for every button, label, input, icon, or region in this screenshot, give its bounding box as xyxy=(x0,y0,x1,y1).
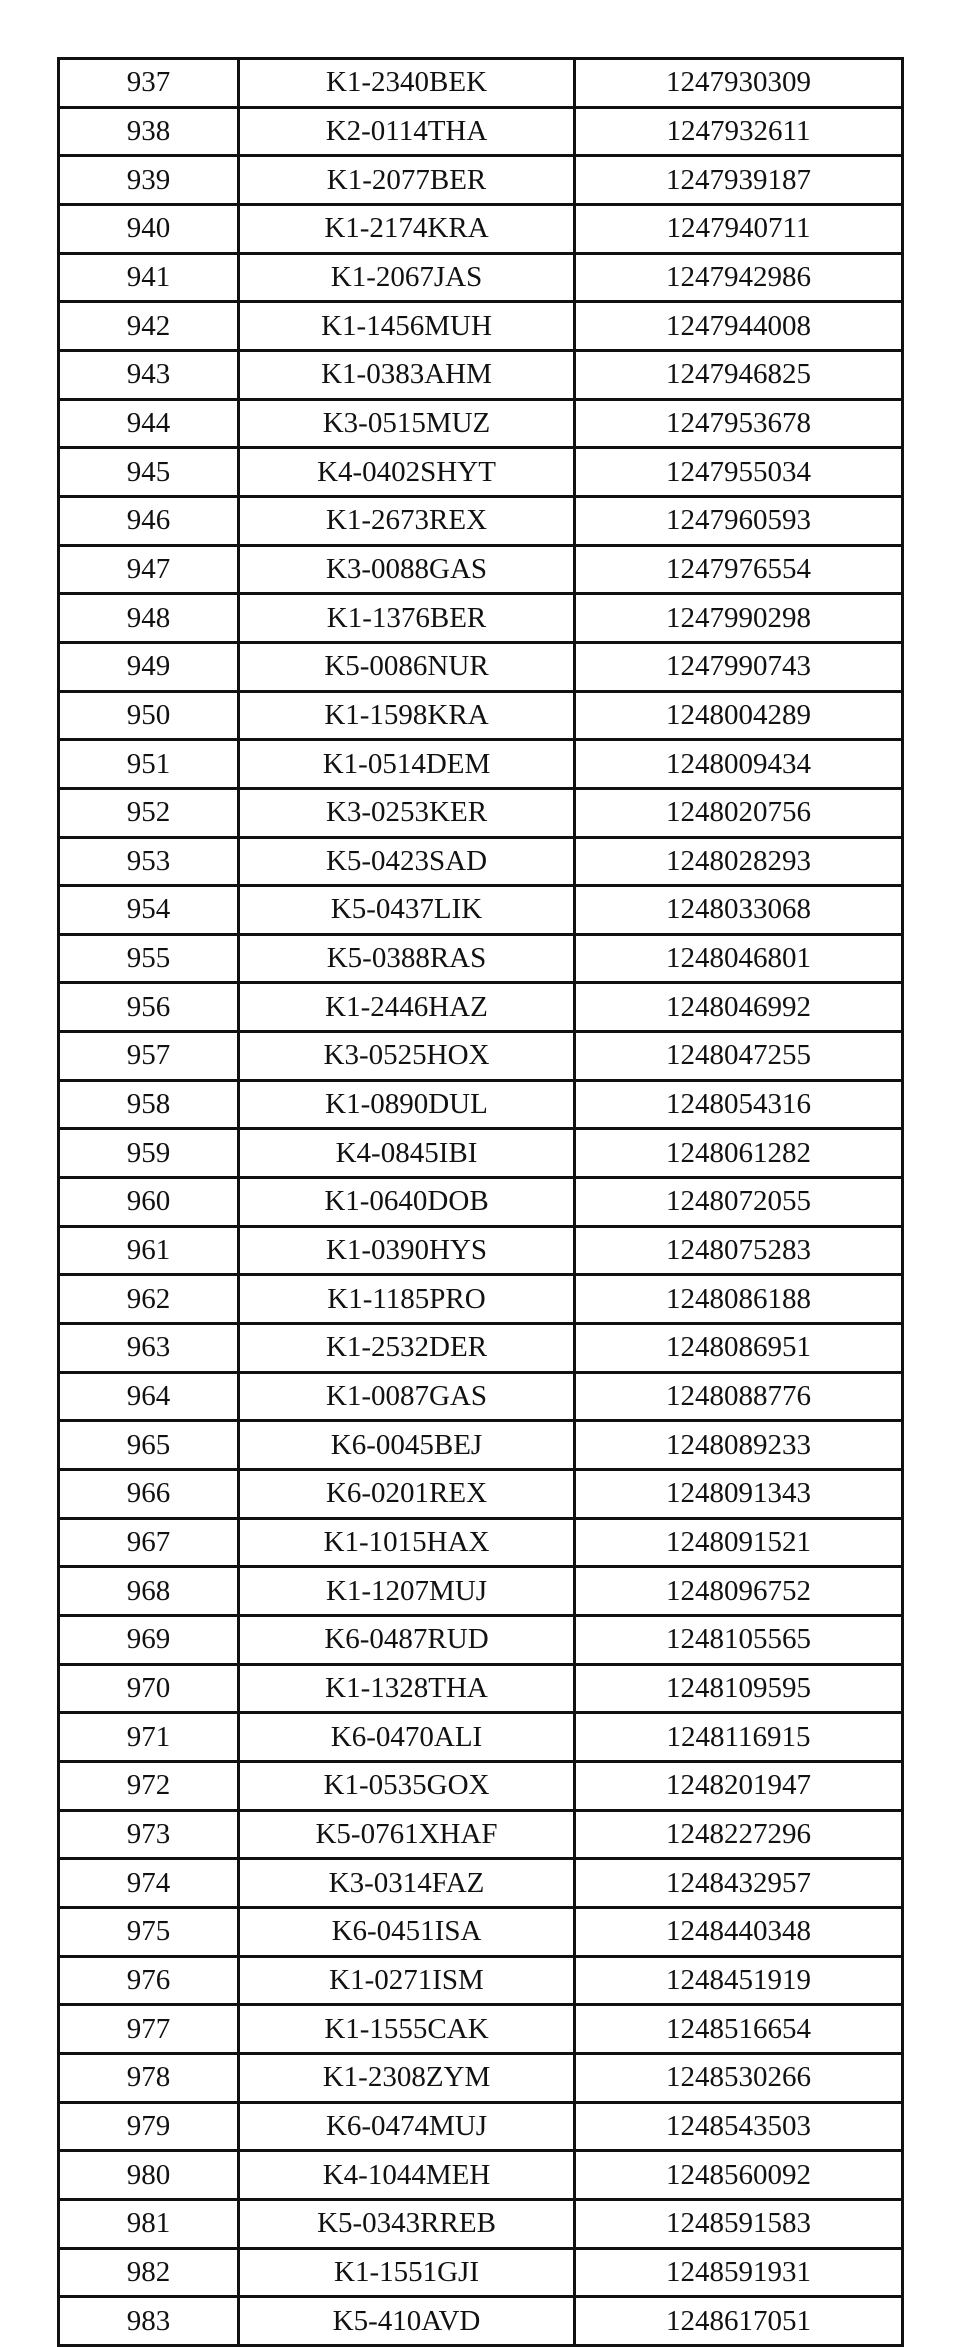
row-number: 954 xyxy=(59,886,239,935)
row-code: K6-0487RUD xyxy=(239,1616,575,1665)
row-id: 1248004289 xyxy=(575,691,903,740)
row-code: K6-0470ALI xyxy=(239,1713,575,1762)
table-row xyxy=(59,1664,903,1713)
row-id: 1248088776 xyxy=(575,1372,903,1421)
row-id: 1248116915 xyxy=(575,1713,903,1762)
row-code: K5-0086NUR xyxy=(239,642,575,691)
row-code: K1-2174KRA xyxy=(239,204,575,253)
row-number: 973 xyxy=(59,1810,239,1859)
row-number: 965 xyxy=(59,1421,239,1470)
table-row xyxy=(59,1518,903,1567)
row-id: 1248009434 xyxy=(575,740,903,789)
table-row xyxy=(59,691,903,740)
row-code: K1-0271ISM xyxy=(239,1956,575,2005)
row-code: K1-2340BEK xyxy=(239,59,575,108)
row-number: 952 xyxy=(59,788,239,837)
table-row xyxy=(59,1956,903,2005)
row-code: K1-2308ZYM xyxy=(239,2053,575,2102)
table-row xyxy=(59,2151,903,2200)
row-code: K6-0474MUJ xyxy=(239,2102,575,2151)
row-id: 1247940711 xyxy=(575,204,903,253)
row-number: 980 xyxy=(59,2151,239,2200)
row-id: 1248086951 xyxy=(575,1324,903,1373)
table-row xyxy=(59,302,903,351)
row-number: 976 xyxy=(59,1956,239,2005)
row-code: K4-1044MEH xyxy=(239,2151,575,2200)
row-number: 962 xyxy=(59,1275,239,1324)
table-row xyxy=(59,399,903,448)
row-id: 1248617051 xyxy=(575,2297,903,2346)
table-row xyxy=(59,1129,903,1178)
table-row xyxy=(59,1713,903,1762)
row-number: 958 xyxy=(59,1080,239,1129)
row-code: K4-0402SHYT xyxy=(239,448,575,497)
row-number: 949 xyxy=(59,642,239,691)
table-row xyxy=(59,2297,903,2346)
table-row xyxy=(59,740,903,789)
row-id: 1247976554 xyxy=(575,545,903,594)
row-number: 983 xyxy=(59,2297,239,2346)
row-id: 1248560092 xyxy=(575,2151,903,2200)
row-number: 967 xyxy=(59,1518,239,1567)
row-number: 971 xyxy=(59,1713,239,1762)
row-id: 1248028293 xyxy=(575,837,903,886)
row-number: 969 xyxy=(59,1616,239,1665)
row-code: K1-1376BER xyxy=(239,594,575,643)
table-row xyxy=(59,642,903,691)
row-number: 940 xyxy=(59,204,239,253)
row-number: 982 xyxy=(59,2248,239,2297)
row-number: 946 xyxy=(59,496,239,545)
row-number: 970 xyxy=(59,1664,239,1713)
row-number: 950 xyxy=(59,691,239,740)
table-row xyxy=(59,204,903,253)
row-number: 977 xyxy=(59,2005,239,2054)
table-row xyxy=(59,788,903,837)
row-code: K5-0388RAS xyxy=(239,934,575,983)
table-row xyxy=(59,496,903,545)
row-code: K1-1185PRO xyxy=(239,1275,575,1324)
row-number: 942 xyxy=(59,302,239,351)
row-id: 1248227296 xyxy=(575,1810,903,1859)
row-code: K1-1555CAK xyxy=(239,2005,575,2054)
row-code: K1-0390HYS xyxy=(239,1226,575,1275)
row-code: K3-0253KER xyxy=(239,788,575,837)
table-row xyxy=(59,983,903,1032)
row-code: K3-0515MUZ xyxy=(239,399,575,448)
row-code: K1-2532DER xyxy=(239,1324,575,1373)
table-row xyxy=(59,545,903,594)
table-row xyxy=(59,350,903,399)
row-code: K1-2067JAS xyxy=(239,253,575,302)
row-number: 966 xyxy=(59,1470,239,1519)
row-code: K1-2673REX xyxy=(239,496,575,545)
table-row xyxy=(59,1032,903,1081)
row-number: 968 xyxy=(59,1567,239,1616)
row-code: K5-0343RREB xyxy=(239,2199,575,2248)
row-id: 1247960593 xyxy=(575,496,903,545)
table-row xyxy=(59,1324,903,1373)
row-code: K5-0437LIK xyxy=(239,886,575,935)
table-row xyxy=(59,1567,903,1616)
row-code: K1-0383AHM xyxy=(239,350,575,399)
row-id: 1248075283 xyxy=(575,1226,903,1275)
row-id: 1247990298 xyxy=(575,594,903,643)
table-row xyxy=(59,253,903,302)
row-number: 957 xyxy=(59,1032,239,1081)
row-number: 953 xyxy=(59,837,239,886)
row-number: 960 xyxy=(59,1178,239,1227)
row-code: K1-2446HAZ xyxy=(239,983,575,1032)
row-id: 1247930309 xyxy=(575,59,903,108)
row-number: 959 xyxy=(59,1129,239,1178)
row-id: 1248591931 xyxy=(575,2248,903,2297)
row-code: K3-0314FAZ xyxy=(239,1859,575,1908)
table-row xyxy=(59,1178,903,1227)
row-code: K5-0423SAD xyxy=(239,837,575,886)
row-number: 975 xyxy=(59,1907,239,1956)
row-id: 1247946825 xyxy=(575,350,903,399)
table-row xyxy=(59,2102,903,2151)
table-row xyxy=(59,1080,903,1129)
row-id: 1248591583 xyxy=(575,2199,903,2248)
row-id: 1248451919 xyxy=(575,1956,903,2005)
table-row xyxy=(59,2248,903,2297)
row-number: 974 xyxy=(59,1859,239,1908)
table-row xyxy=(59,1275,903,1324)
row-id: 1248072055 xyxy=(575,1178,903,1227)
row-number: 956 xyxy=(59,983,239,1032)
row-number: 979 xyxy=(59,2102,239,2151)
row-id: 1248091521 xyxy=(575,1518,903,1567)
table-row xyxy=(59,156,903,205)
row-number: 944 xyxy=(59,399,239,448)
table-row xyxy=(59,1907,903,1956)
row-id: 1248109595 xyxy=(575,1664,903,1713)
row-code: K1-1551GJI xyxy=(239,2248,575,2297)
row-code: K1-2077BER xyxy=(239,156,575,205)
table-row xyxy=(59,934,903,983)
row-number: 972 xyxy=(59,1761,239,1810)
records-table xyxy=(57,57,904,2347)
row-number: 943 xyxy=(59,350,239,399)
row-number: 937 xyxy=(59,59,239,108)
row-code: K1-0640DOB xyxy=(239,1178,575,1227)
row-code: K6-0451ISA xyxy=(239,1907,575,1956)
row-number: 947 xyxy=(59,545,239,594)
table-row xyxy=(59,1372,903,1421)
row-number: 981 xyxy=(59,2199,239,2248)
table-row xyxy=(59,448,903,497)
row-code: K3-0525HOX xyxy=(239,1032,575,1081)
row-id: 1247953678 xyxy=(575,399,903,448)
row-id: 1248543503 xyxy=(575,2102,903,2151)
row-code: K1-1598KRA xyxy=(239,691,575,740)
row-id: 1248061282 xyxy=(575,1129,903,1178)
row-number: 945 xyxy=(59,448,239,497)
row-number: 938 xyxy=(59,107,239,156)
row-code: K1-1207MUJ xyxy=(239,1567,575,1616)
row-number: 964 xyxy=(59,1372,239,1421)
row-id: 1247955034 xyxy=(575,448,903,497)
table-row xyxy=(59,107,903,156)
table-row xyxy=(59,2053,903,2102)
row-code: K5-0761XHAF xyxy=(239,1810,575,1859)
row-id: 1248091343 xyxy=(575,1470,903,1519)
row-code: K4-0845IBI xyxy=(239,1129,575,1178)
table-row xyxy=(59,2005,903,2054)
row-id: 1248201947 xyxy=(575,1761,903,1810)
table-row xyxy=(59,837,903,886)
row-number: 955 xyxy=(59,934,239,983)
table-row xyxy=(59,1421,903,1470)
row-id: 1247942986 xyxy=(575,253,903,302)
row-number: 951 xyxy=(59,740,239,789)
table-row xyxy=(59,2199,903,2248)
table-row xyxy=(59,886,903,935)
row-id: 1248054316 xyxy=(575,1080,903,1129)
records-table-body xyxy=(59,59,903,2346)
row-code: K1-0535GOX xyxy=(239,1761,575,1810)
row-id: 1247990743 xyxy=(575,642,903,691)
row-id: 1248530266 xyxy=(575,2053,903,2102)
row-code: K1-0514DEM xyxy=(239,740,575,789)
row-id: 1247939187 xyxy=(575,156,903,205)
row-id: 1248096752 xyxy=(575,1567,903,1616)
row-code: K1-0890DUL xyxy=(239,1080,575,1129)
table-row xyxy=(59,59,903,108)
row-id: 1248086188 xyxy=(575,1275,903,1324)
row-code: K1-1328THA xyxy=(239,1664,575,1713)
row-code: K5-410AVD xyxy=(239,2297,575,2346)
row-number: 978 xyxy=(59,2053,239,2102)
table-row xyxy=(59,1470,903,1519)
row-code: K6-0201REX xyxy=(239,1470,575,1519)
row-number: 948 xyxy=(59,594,239,643)
row-id: 1248432957 xyxy=(575,1859,903,1908)
row-code: K1-1456MUH xyxy=(239,302,575,351)
row-number: 961 xyxy=(59,1226,239,1275)
row-code: K6-0045BEJ xyxy=(239,1421,575,1470)
row-number: 939 xyxy=(59,156,239,205)
table-row xyxy=(59,1616,903,1665)
row-number: 941 xyxy=(59,253,239,302)
table-row xyxy=(59,594,903,643)
row-id: 1247932611 xyxy=(575,107,903,156)
row-id: 1248105565 xyxy=(575,1616,903,1665)
row-id: 1247944008 xyxy=(575,302,903,351)
row-id: 1248046801 xyxy=(575,934,903,983)
row-code: K2-0114THA xyxy=(239,107,575,156)
row-id: 1248089233 xyxy=(575,1421,903,1470)
row-id: 1248516654 xyxy=(575,2005,903,2054)
table-row xyxy=(59,1761,903,1810)
row-code: K1-0087GAS xyxy=(239,1372,575,1421)
row-id: 1248440348 xyxy=(575,1907,903,1956)
table-row xyxy=(59,1810,903,1859)
row-id: 1248046992 xyxy=(575,983,903,1032)
row-code: K1-1015HAX xyxy=(239,1518,575,1567)
table-row xyxy=(59,1859,903,1908)
row-id: 1248020756 xyxy=(575,788,903,837)
table-row xyxy=(59,1226,903,1275)
row-code: K3-0088GAS xyxy=(239,545,575,594)
row-id: 1248033068 xyxy=(575,886,903,935)
row-id: 1248047255 xyxy=(575,1032,903,1081)
row-number: 963 xyxy=(59,1324,239,1373)
